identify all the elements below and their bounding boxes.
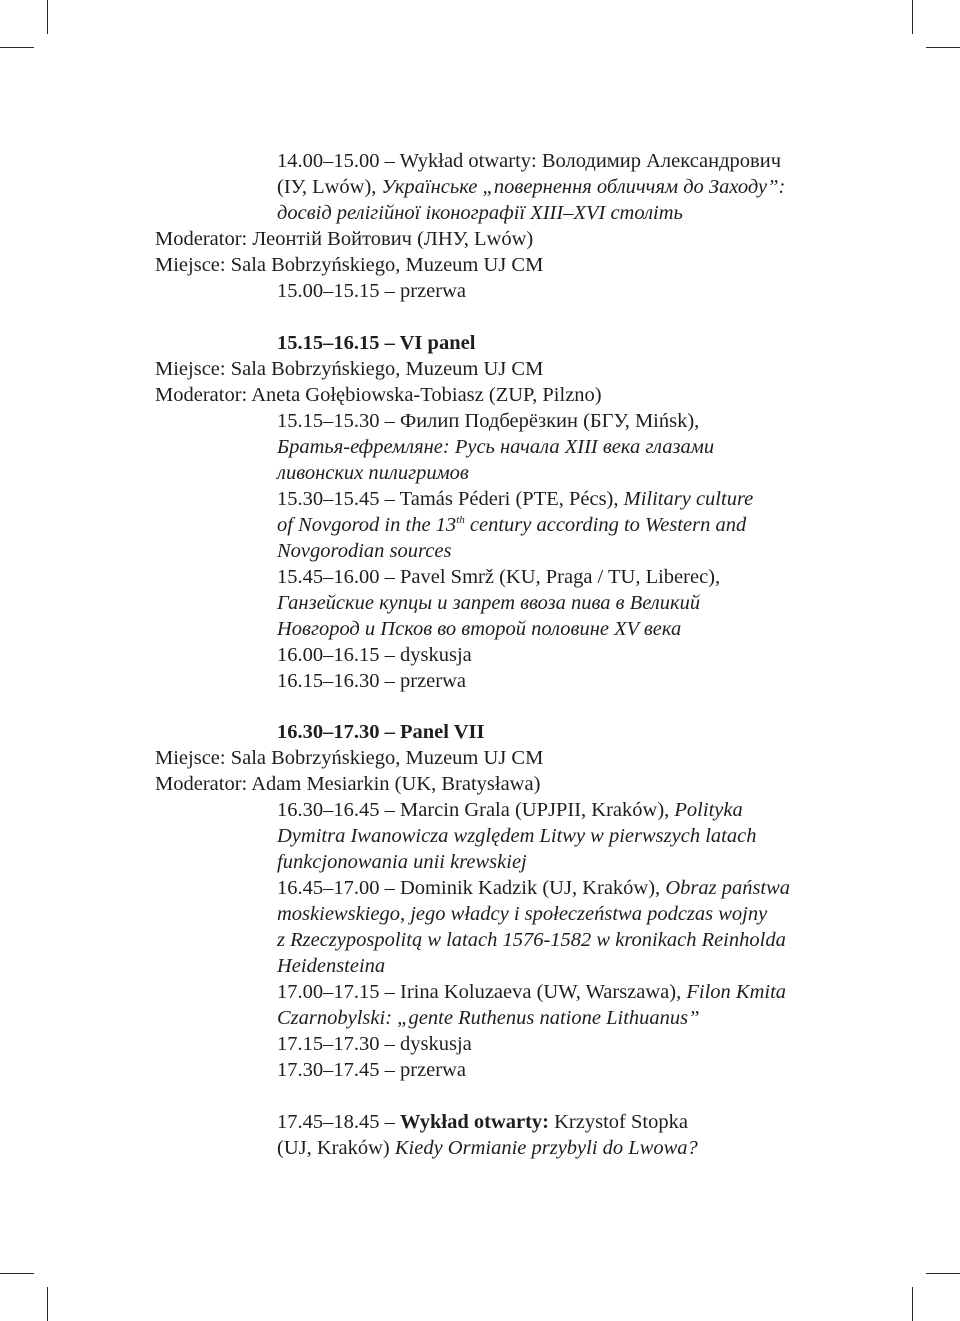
venue-line: Miejsce: Sala Bobrzyńskiego, Muzeum UJ CM [155,254,544,276]
title-fragment: of Novgorod in the 13 [277,514,457,536]
panel-vi-heading: 15.15–16.15 – VI panel [277,332,476,354]
closing-lecture-line-1 [277,1109,688,1135]
talk-grala-title-2: Dymitra Iwanowicza względem Litwy w pierwszych latach [277,825,757,847]
talk-grala-title-3: funkcjonowania unii krewskiej [277,851,527,873]
talk-pederi-title-1: Military culture [623,488,754,510]
lecture-affiliation: (ІУ, Lwów), [277,176,382,198]
talk-kadzik-title-2: moskiewskiego, jego władcy i społeczeństwa podczas wojny [277,903,768,925]
crop-mark-bottom-left-h [0,1273,34,1274]
crop-mark-top-right [912,0,913,34]
break-line: 17.30–17.45 – przerwa [277,1059,467,1081]
talk-pederi-speaker: 15.30–15.45 – Tamás Péderi (PTE, Pécs), [277,488,624,510]
talk-grala-speaker: 16.30–16.45 – Marcin Grala (UPJPII, Kraków), [277,799,675,821]
closing-lecture-speaker: Krzystof Stopka [549,1111,688,1133]
panel-vii-venue: Miejsce: Sala Bobrzyńskiego, Muzeum UJ CM [155,747,544,769]
talk-smrz-title-1: Ганзейские купцы и запрет ввоза пива в Великий [277,592,701,614]
talk-koluzaeva-title-1: Filon Kmita [686,981,787,1003]
lecture-line-1: 14.00–15.00 – Wykład otwarty: Володимир Александрович [277,150,782,172]
lecture-title-part2: досвід релігійної іконографії XIII–XVI століть [277,202,683,224]
talk-kadzik-title-3: z Rzeczypospolitą w latach 1576-1582 w kronikach Reinholda [277,929,786,951]
crop-mark-bottom-right-h [926,1273,960,1274]
talk-podberezkin-title-2: ливонских пилигримов [277,462,469,484]
closing-lecture-line-2 [277,1135,698,1161]
crop-mark-top-left [47,0,48,34]
discussion-line: 17.15–17.30 – dyskusja [277,1033,472,1055]
talk-smrz-title-2: Новгород и Псков во второй половине XV века [277,618,682,640]
crop-mark-bottom-right [912,1287,913,1321]
crop-mark-top-right-h [926,47,960,48]
talk-podberezkin: 15.15–15.30 – Филип Подберёзкин (БГУ, Mińsk), [277,410,700,432]
panel-vi-moderator: Moderator: Aneta Gołębiowska-Tobiasz (ZUP, Pilzno) [155,384,602,406]
crop-mark-top-left-h [0,47,34,48]
panel-vii-moderator: Moderator: Adam Mesiarkin (UK, Bratysława) [155,773,541,795]
talk-grala-title-1: Polityka [674,799,743,821]
closing-lecture-time: 17.45–18.45 – [277,1111,400,1133]
moderator-line: Moderator: Леонтій Войтович (ЛНУ, Lwów) [155,228,534,250]
panel-vii-heading: 16.30–17.30 – Panel VII [277,721,485,743]
break-line: 15.00–15.15 – przerwa [277,280,467,302]
talk-kadzik-title-4: Heidensteina [277,955,386,977]
talk-podberezkin-title-1: Братья-ефремляне: Русь начала XIII века глазами [277,436,715,458]
panel-vi-venue: Miejsce: Sala Bobrzyńskiego, Muzeum UJ CM [155,358,544,380]
talk-koluzaeva-title-2: Czarnobylski: „gente Ruthenus natione Lithuanus” [277,1007,700,1029]
talk-koluzaeva-speaker: 17.00–17.15 – Irina Koluzaeva (UW, Warszawa), [277,981,687,1003]
closing-lecture-label: Wykład otwarty: [400,1111,549,1133]
lecture-line-2 [277,174,785,200]
talk-pederi-title-2 [277,512,746,538]
talk-kadzik-title-1: Obraz państwa [665,877,791,899]
break-line: 16.15–16.30 – przerwa [277,670,467,692]
crop-mark-bottom-left [47,1287,48,1321]
talk-pederi-title-3: Novgorodian sources [277,540,452,562]
superscript: th [456,514,465,526]
title-fragment: century according to Western and [464,514,747,536]
talk-kadzik [277,875,790,901]
talk-grala [277,797,743,823]
talk-smrz: 15.45–16.00 – Pavel Smrž (KU, Praga / TU, Liberec), [277,566,721,588]
talk-kadzik-speaker: 16.45–17.00 – Dominik Kadzik (UJ, Kraków), [277,877,666,899]
talk-pederi [277,486,753,512]
talk-koluzaeva [277,979,786,1005]
lecture-title-part1: Українське „повернення обличчям до Заходу”: [381,176,786,198]
closing-lecture-title: Kiedy Ormianie przybyli do Lwowa? [394,1137,698,1159]
discussion-line: 16.00–16.15 – dyskusja [277,644,472,666]
closing-lecture-affiliation: (UJ, Kraków) [277,1137,395,1159]
